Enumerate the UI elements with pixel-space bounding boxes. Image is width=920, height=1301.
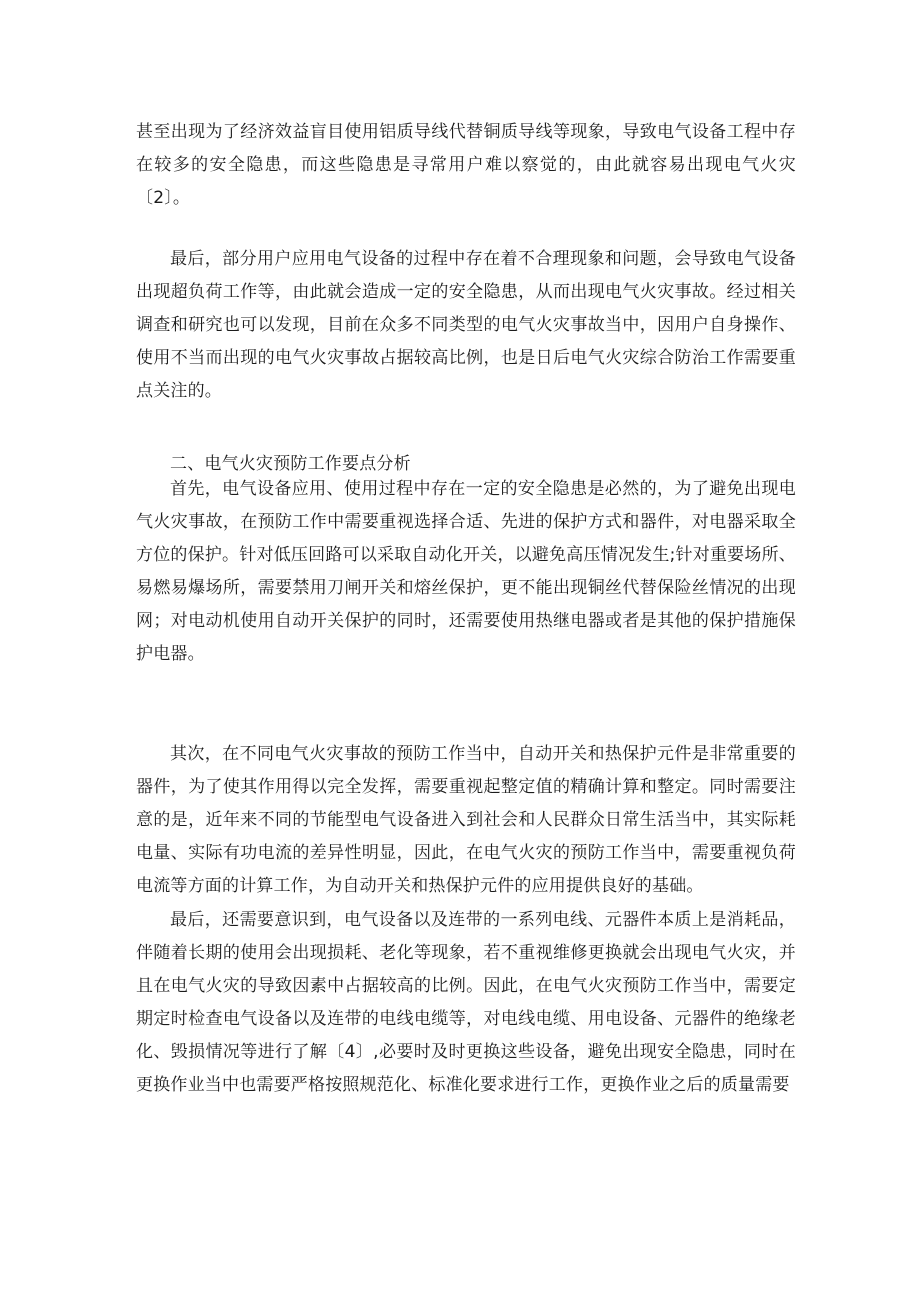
- paragraph-text: 首先，电气设备应用、使用过程中存在一定的安全隐患是必然的，为了避免出现电气火灾事故，在预防工作中需要重视选择合适、先进的保护方式和器件，对电器采取全方位的保护。针对低压回路可以采取自动化开关，以避免高压情况发生;针对重要场所、易燃易爆场所，需要禁用刀闸开关和熔丝保护，更不能出现铜丝代替保险丝情况的出现网；对电动机使用自动开关保护的同时，还需要使用热继电器或者是其他的保护措施保护电器。: [136, 479, 796, 664]
- section-heading-text: 二、电气火灾预防工作要点分析: [170, 454, 411, 474]
- paragraph-text: 最后，还需要意识到，电气设备以及连带的一系列电线、元器件本质上是消耗品，伴随着长期的使用会出现损耗、老化等现象，若不重视维修更换就会出现电气火灾，并且在电气火灾的导致因素中占据较高的比例。因此，在电气火灾预防工作当中，需要定期定时检查电气设备以及连带的电线电缆等，对电线电缆、用电设备、元器件的绝缘老化、毁损情况等进行了解〔4〕,必要时及时更换这些设备，避免出现安全隐患，同时在更换作业当中也需要严格按照规范化、标准化要求进行工作，更换作业之后的质量需要: [136, 910, 796, 1095]
- paragraph-text: 其次，在不同电气火灾事故的预防工作当中，自动开关和热保护元件是非常重要的器件，为了使其作用得以完全发挥，需要重视起整定值的精确计算和整定。同时需要注意的是，近年来不同的节能型电气设备进入到社会和人民群众日常生活当中，其实际耗电量、实际有功电流的差异性明显，因此，在电气火灾的预防工作当中，需要重视负荷电流等方面的计算工作，为自动开关和热保护元件的应用提供良好的基础。: [136, 744, 796, 896]
- paragraph-continuation: [136, 116, 796, 215]
- paragraph-setting-values: [136, 738, 796, 903]
- paragraph-text: 甚至出现为了经济效益盲目使用铝质导线代替铜质导线等现象，导致电气设备工程中存在较多的安全隐患，而这些隐患是寻常用户难以察觉的，由此就容易出现电气火灾〔2〕。: [136, 122, 796, 208]
- paragraph-text: 最后，部分用户应用电气设备的过程中存在着不合理现象和问题，会导致电气设备出现超负荷工作等，由此就会造成一定的安全隐患，从而出现电气火灾事故。经过相关调查和研究也可以发现，目前在众多不同类型的电气火灾事故当中，因用户自身操作、使用不当而出现的电气火灾事故占据较高比例，也是日后电气火灾综合防治工作需要重点关注的。: [136, 249, 796, 401]
- paragraph-maintenance: [136, 904, 796, 1102]
- paragraph-protection-devices: [136, 473, 796, 671]
- paragraph-user-misuse: [136, 243, 796, 408]
